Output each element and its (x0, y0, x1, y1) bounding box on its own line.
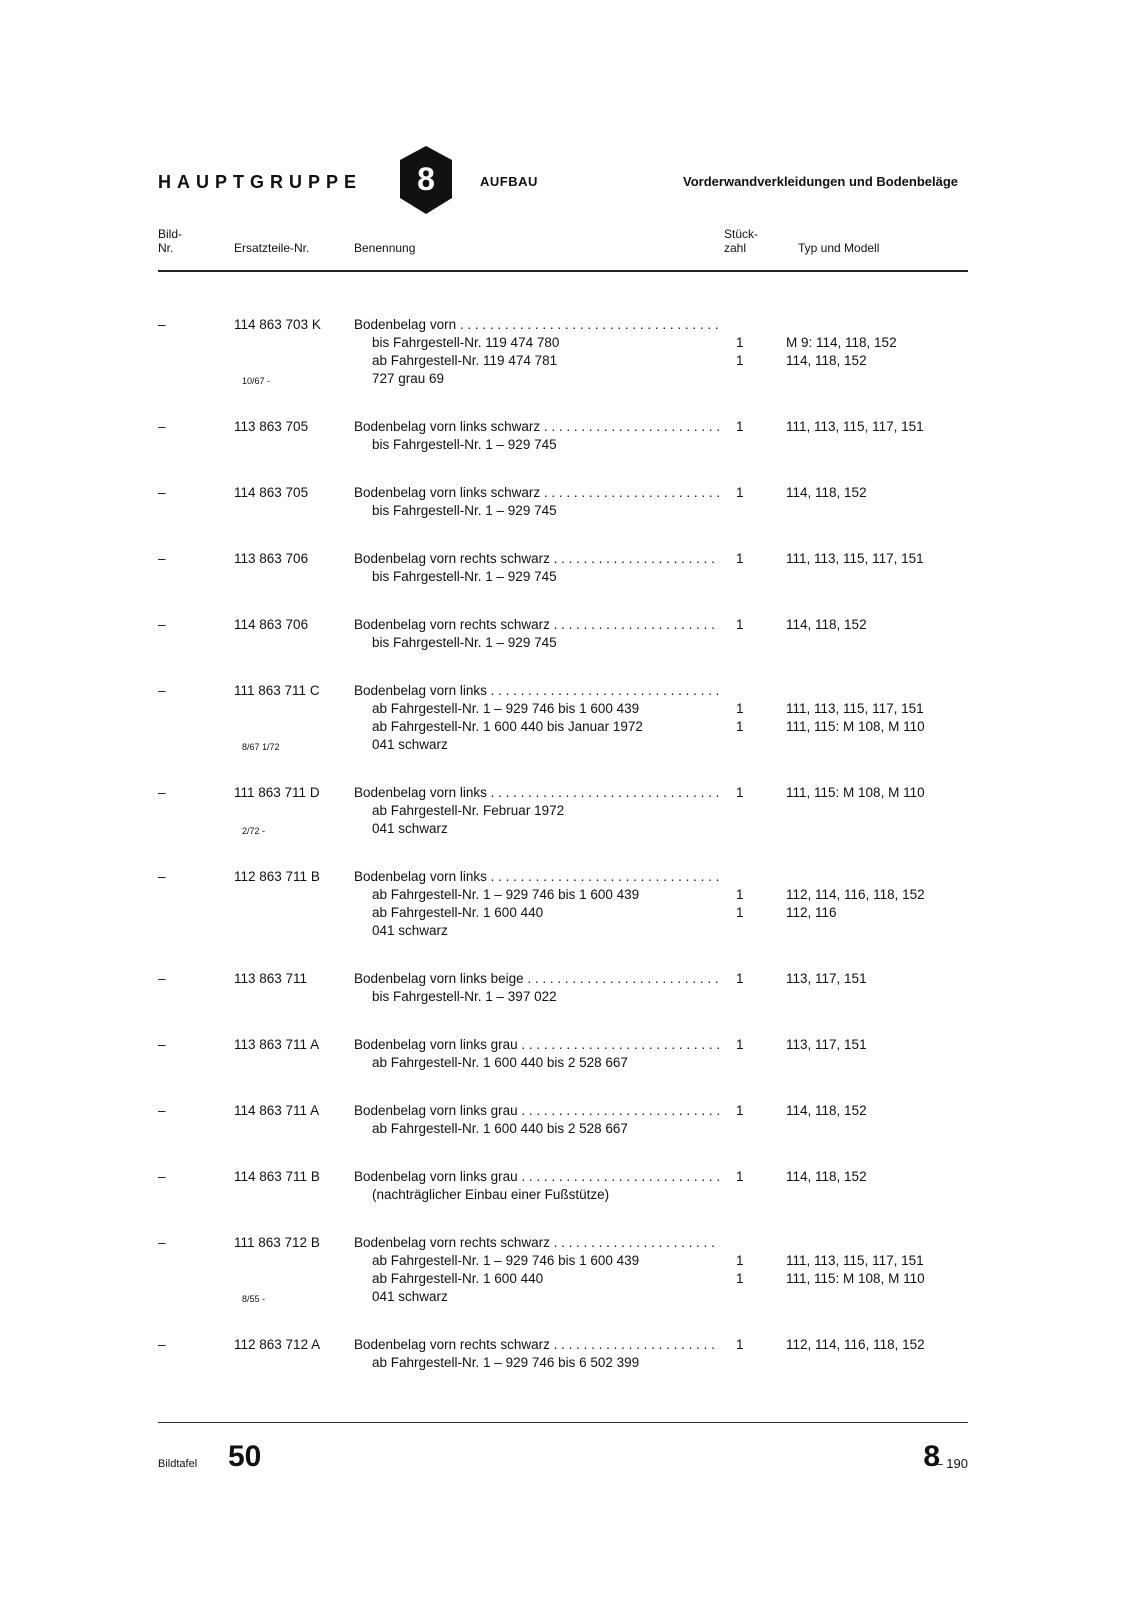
quantity: 1 (736, 485, 744, 500)
bild-nr: – (158, 1235, 166, 1250)
part-entry (158, 682, 968, 754)
header-rule (158, 270, 968, 272)
entry-line (158, 1270, 968, 1288)
type-model: 114, 118, 152 (786, 617, 867, 632)
date-note: 8/55 - (242, 1294, 266, 1304)
entry-line (158, 1354, 968, 1372)
bild-nr: – (158, 1169, 166, 1184)
type-model: 111, 113, 115, 117, 151 (786, 1253, 924, 1268)
part-entry (158, 1168, 968, 1204)
description: Bodenbelag vorn links grau . . . (354, 1102, 720, 1120)
type-model: 113, 117, 151 (786, 971, 867, 986)
bild-nr: – (158, 785, 166, 800)
bild-nr: – (158, 683, 166, 698)
description: ab Fahrgestell-Nr. 1 600 440 (372, 905, 544, 920)
bild-nr: – (158, 1037, 166, 1052)
description: Bodenbelag vorn rechts schwarz . . . (354, 616, 720, 634)
entry-line (158, 484, 968, 502)
date-note: 2/72 - (242, 826, 266, 836)
bild-nr: – (158, 485, 166, 500)
description: ab Fahrgestell-Nr. 1 – 929 746 bis 1 600 439 (372, 887, 640, 902)
bild-nr: – (158, 869, 166, 884)
entry-line (158, 736, 968, 754)
entry-line (158, 502, 968, 520)
quantity: 1 (736, 971, 744, 986)
description: 727 grau 69 (372, 371, 445, 386)
quantity: 1 (736, 1253, 744, 1268)
page-footer (158, 1440, 968, 1484)
bild-nr: – (158, 419, 166, 434)
type-model: 114, 118, 152 (786, 1103, 867, 1118)
group-number-badge (398, 144, 454, 216)
part-number: 114 863 711 A (234, 1103, 320, 1118)
description: Bodenbelag vorn links schwarz . . . (354, 418, 720, 436)
type-model: 111, 113, 115, 117, 151 (786, 701, 924, 716)
description: bis Fahrgestell-Nr. 1 – 929 745 (372, 437, 557, 452)
part-entry (158, 1102, 968, 1138)
description: ab Fahrgestell-Nr. 1 – 929 746 bis 1 600 439 (372, 701, 640, 716)
description: ab Fahrgestell-Nr. 1 – 929 746 bis 6 502 399 (372, 1355, 640, 1370)
date-note: 8/67 1/72 (242, 742, 280, 752)
entry-line (158, 316, 968, 334)
description: ab Fahrgestell-Nr. 119 474 781 (372, 353, 558, 368)
entry-line (158, 868, 968, 886)
part-entry (158, 784, 968, 838)
quantity: 1 (736, 1103, 744, 1118)
bildtafel-label: Bildtafel (158, 1458, 198, 1470)
description: bis Fahrgestell-Nr. 1 – 929 745 (372, 635, 557, 650)
entry-line (158, 1288, 968, 1306)
part-entry (158, 970, 968, 1006)
entry-line (158, 1336, 968, 1354)
part-number: 112 863 712 A (234, 1337, 321, 1352)
description: 041 schwarz (372, 821, 448, 836)
part-number: 113 863 711 (234, 971, 308, 986)
col-bild-nr (158, 227, 198, 255)
part-number: 113 863 705 (234, 419, 309, 434)
description: Bodenbelag vorn links beige . . . (354, 970, 720, 988)
part-entry (158, 550, 968, 586)
bild-nr: – (158, 971, 166, 986)
entry-line (158, 568, 968, 586)
description: ab Fahrgestell-Nr. 1 600 440 bis 2 528 667 (372, 1055, 628, 1070)
part-number: 111 863 712 B (234, 1235, 320, 1250)
entry-line (158, 802, 968, 820)
description: bis Fahrgestell-Nr. 119 474 780 (372, 335, 560, 350)
group-badge-icon (398, 144, 454, 216)
part-number: 113 863 706 (234, 551, 309, 566)
quantity: 1 (736, 887, 744, 902)
type-model: 111, 113, 115, 117, 151 (786, 419, 924, 434)
description: Bodenbelag vorn rechts schwarz . . . (354, 1234, 720, 1252)
quantity: 1 (736, 335, 744, 350)
entry-line (158, 1252, 968, 1270)
quantity: 1 (736, 353, 744, 368)
page-number-sub: – 190 (935, 1456, 968, 1471)
description: Bodenbelag vorn links . . . (354, 682, 720, 700)
description: bis Fahrgestell-Nr. 1 – 929 745 (372, 503, 557, 518)
quantity: 1 (736, 551, 744, 566)
entry-line (158, 1168, 968, 1186)
part-number: 113 863 711 A (234, 1037, 320, 1052)
entry-line (158, 1120, 968, 1138)
page-header (158, 161, 958, 224)
col-bild-nr-text: Bild- Nr. (158, 227, 183, 255)
entry-line (158, 784, 968, 802)
description: ab Fahrgestell-Nr. 1 600 440 (372, 1271, 544, 1286)
part-entry (158, 1234, 968, 1306)
entry-line (158, 886, 968, 904)
group-number: 8 (417, 161, 435, 197)
description: 041 schwarz (372, 737, 448, 752)
page-number-main: 8 (923, 1440, 940, 1473)
footer-rule (158, 1422, 968, 1423)
part-number: 114 863 705 (234, 485, 309, 500)
entry-line (158, 550, 968, 568)
description: Bodenbelag vorn links grau . . . (354, 1036, 720, 1054)
entry-line (158, 1054, 968, 1072)
type-model: 111, 115: M 108, M 110 (786, 1271, 925, 1286)
quantity: 1 (736, 719, 744, 734)
type-model: 114, 118, 152 (786, 485, 867, 500)
entry-line (158, 418, 968, 436)
type-model: 111, 115: M 108, M 110 (786, 719, 925, 734)
entry-line (158, 352, 968, 370)
entry-line (158, 1186, 968, 1204)
type-model: 112, 114, 116, 118, 152 (786, 1337, 925, 1352)
entry-line (158, 904, 968, 922)
entry-line (158, 820, 968, 838)
part-number: 114 863 703 K (234, 317, 321, 332)
type-model: 111, 115: M 108, M 110 (786, 785, 925, 800)
part-number: 111 863 711 D (234, 785, 320, 800)
part-number: 112 863 711 B (234, 869, 320, 884)
description: Bodenbelag vorn links schwarz . . . (354, 484, 720, 502)
description: ab Fahrgestell-Nr. Februar 1972 (372, 803, 565, 818)
type-model: 113, 117, 151 (786, 1037, 867, 1052)
type-model: 111, 113, 115, 117, 151 (786, 551, 924, 566)
description: Bodenbelag vorn rechts schwarz . . . (354, 550, 720, 568)
entry-line (158, 718, 968, 736)
description: Bodenbelag vorn rechts schwarz . . . (354, 1336, 720, 1354)
part-entry (158, 1336, 968, 1372)
quantity: 1 (736, 1337, 744, 1352)
entry-line (158, 700, 968, 718)
part-entry (158, 484, 968, 520)
col-stueckzahl (724, 227, 774, 255)
bildtafel-number: 50 (228, 1440, 262, 1473)
part-number: 114 863 711 B (234, 1169, 320, 1184)
col-benennung: Benennung (354, 241, 416, 255)
parts-list (158, 316, 968, 1402)
entry-line (158, 436, 968, 454)
type-model: 112, 114, 116, 118, 152 (786, 887, 925, 902)
quantity: 1 (736, 701, 744, 716)
entry-line (158, 682, 968, 700)
col-ersatzteile-nr: Ersatzteile-Nr. (234, 241, 310, 255)
entry-line (158, 634, 968, 652)
group-label: HAUPTGRUPPE (158, 172, 363, 192)
description: ab Fahrgestell-Nr. 1 600 440 bis Januar 1972 (372, 719, 643, 734)
description: bis Fahrgestell-Nr. 1 – 397 022 (372, 989, 557, 1004)
description: (nachträglicher Einbau einer Fußstütze) (372, 1187, 610, 1202)
bild-nr: – (158, 617, 166, 632)
quantity: 1 (736, 617, 744, 632)
quantity: 1 (736, 1037, 744, 1052)
entry-line (158, 1102, 968, 1120)
quantity: 1 (736, 419, 744, 434)
part-entry (158, 1036, 968, 1072)
entry-line (158, 370, 968, 388)
entry-line (158, 922, 968, 940)
quantity: 1 (736, 1169, 744, 1184)
part-entry (158, 418, 968, 454)
column-headers (158, 227, 968, 269)
part-entry (158, 868, 968, 940)
description: Bodenbelag vorn . . . (354, 316, 720, 334)
description: 041 schwarz (372, 1289, 448, 1304)
col-stueckzahl-text: Stück- zahl (724, 227, 759, 255)
entry-line (158, 616, 968, 634)
col-typ-modell: Typ und Modell (798, 241, 880, 255)
quantity: 1 (736, 1271, 744, 1286)
description: Bodenbelag vorn links . . . (354, 868, 720, 886)
description: Bodenbelag vorn links . . . (354, 784, 720, 802)
description: ab Fahrgestell-Nr. 1 – 929 746 bis 1 600 439 (372, 1253, 640, 1268)
bild-nr: – (158, 1337, 166, 1352)
section-title: AUFBAU (480, 174, 538, 189)
part-entry (158, 616, 968, 652)
part-number: 111 863 711 C (234, 683, 320, 698)
part-entry (158, 316, 968, 388)
description: ab Fahrgestell-Nr. 1 600 440 bis 2 528 667 (372, 1121, 628, 1136)
type-model: 114, 118, 152 (786, 353, 867, 368)
entry-line (158, 970, 968, 988)
bild-nr: – (158, 551, 166, 566)
type-model: 114, 118, 152 (786, 1169, 867, 1184)
description: bis Fahrgestell-Nr. 1 – 929 745 (372, 569, 557, 584)
bild-nr: – (158, 317, 166, 332)
type-model: M 9: 114, 118, 152 (786, 335, 897, 350)
description: Bodenbelag vorn links grau . . . (354, 1168, 720, 1186)
entry-line (158, 1234, 968, 1252)
description: 041 schwarz (372, 923, 448, 938)
entry-line (158, 1036, 968, 1054)
quantity: 1 (736, 785, 744, 800)
topic-title: Vorderwandverkleidungen und Bodenbeläge (683, 174, 958, 189)
entry-line (158, 988, 968, 1006)
type-model: 112, 116 (786, 905, 837, 920)
entry-line (158, 334, 968, 352)
part-number: 114 863 706 (234, 617, 309, 632)
bild-nr: – (158, 1103, 166, 1118)
quantity: 1 (736, 905, 744, 920)
date-note: 10/67 - (242, 376, 271, 386)
